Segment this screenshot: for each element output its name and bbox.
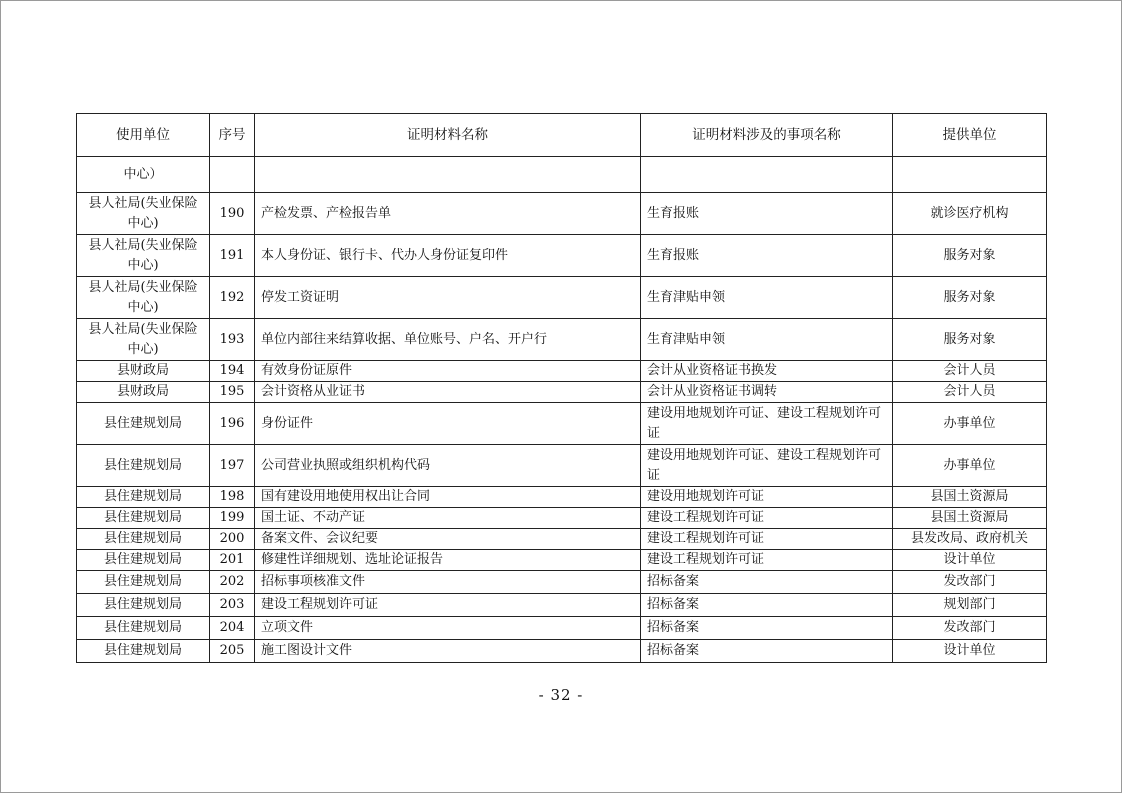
cell-no: 197 [210,445,255,487]
cell-item: 建设工程规划许可证 [641,550,893,571]
cell-no: 194 [210,361,255,382]
cell-provider: 服务对象 [893,277,1047,319]
cell-no: 192 [210,277,255,319]
cell-provider: 办事单位 [893,403,1047,445]
cell-provider: 设计单位 [893,640,1047,663]
cell-unit: 县住建规划局 [77,617,210,640]
cell-unit: 县财政局 [77,382,210,403]
cell-material: 停发工资证明 [255,277,641,319]
cell-provider: 县国土资源局 [893,487,1047,508]
certificate-table [76,113,1047,663]
cell-material: 本人身份证、银行卡、代办人身份证复印件 [255,235,641,277]
table-row [77,529,1047,550]
cell-item: 招标备案 [641,594,893,617]
cell-unit: 县人社局(失业保险中心) [77,319,210,361]
table-row [77,594,1047,617]
cell-no: 203 [210,594,255,617]
cell-provider: 设计单位 [893,550,1047,571]
table-row [77,382,1047,403]
header-provider: 提供单位 [893,114,1047,157]
cell-material: 产检发票、产检报告单 [255,193,641,235]
cell-provider: 发改部门 [893,571,1047,594]
cell-material: 国有建设用地使用权出让合同 [255,487,641,508]
cell-unit: 县住建规划局 [77,529,210,550]
cell-no: 198 [210,487,255,508]
table-row [77,403,1047,445]
cell-material: 身份证件 [255,403,641,445]
cell-item [641,157,893,193]
cell-provider: 就诊医疗机构 [893,193,1047,235]
cell-no: 195 [210,382,255,403]
table-row [77,235,1047,277]
cell-item: 建设用地规划许可证 [641,487,893,508]
cell-unit: 县财政局 [77,361,210,382]
cell-provider: 发改部门 [893,617,1047,640]
table-row [77,277,1047,319]
header-material: 证明材料名称 [255,114,641,157]
cell-item: 招标备案 [641,571,893,594]
table-row [77,193,1047,235]
cell-unit: 县人社局(失业保险中心) [77,193,210,235]
cell-item: 建设用地规划许可证、建设工程规划许可证 [641,403,893,445]
cell-unit: 县人社局(失业保险中心) [77,277,210,319]
cell-no: 202 [210,571,255,594]
cell-item: 建设工程规划许可证 [641,508,893,529]
cell-provider [893,157,1047,193]
cell-unit: 县住建规划局 [77,445,210,487]
cell-item: 生育津贴申领 [641,319,893,361]
table-row [77,640,1047,663]
table-row [77,319,1047,361]
cell-material: 施工图设计文件 [255,640,641,663]
cell-item: 生育报账 [641,235,893,277]
cell-unit: 县住建规划局 [77,550,210,571]
cell-provider: 办事单位 [893,445,1047,487]
cell-unit: 中心） [77,157,210,193]
page-number: - 32 - [538,686,584,704]
cell-unit: 县住建规划局 [77,594,210,617]
cell-no: 199 [210,508,255,529]
cell-provider: 会计人员 [893,382,1047,403]
table-row [77,157,1047,193]
cell-material: 公司营业执照或组织机构代码 [255,445,641,487]
cell-no: 200 [210,529,255,550]
cell-material: 修建性详细规划、选址论证报告 [255,550,641,571]
cell-material: 会计资格从业证书 [255,382,641,403]
cell-material [255,157,641,193]
cell-item: 会计从业资格证书换发 [641,361,893,382]
cell-unit: 县人社局(失业保险中心) [77,235,210,277]
table-row [77,445,1047,487]
cell-material: 招标事项核准文件 [255,571,641,594]
cell-material: 立项文件 [255,617,641,640]
cell-item: 建设工程规划许可证 [641,529,893,550]
cell-item: 生育报账 [641,193,893,235]
cell-item: 建设用地规划许可证、建设工程规划许可证 [641,445,893,487]
header-no: 序号 [210,114,255,157]
cell-no: 204 [210,617,255,640]
cell-provider: 服务对象 [893,235,1047,277]
cell-no: 196 [210,403,255,445]
cell-item: 生育津贴申领 [641,277,893,319]
cell-item: 招标备案 [641,640,893,663]
cell-no: 201 [210,550,255,571]
table-row [77,508,1047,529]
table-row [77,361,1047,382]
cell-material: 建设工程规划许可证 [255,594,641,617]
header-row [77,114,1047,157]
header-unit: 使用单位 [77,114,210,157]
cell-provider: 规划部门 [893,594,1047,617]
cell-no: 205 [210,640,255,663]
cell-item: 会计从业资格证书调转 [641,382,893,403]
cell-unit: 县住建规划局 [77,508,210,529]
cell-provider: 县发改局、政府机关 [893,529,1047,550]
cell-no: 193 [210,319,255,361]
cell-unit: 县住建规划局 [77,640,210,663]
cell-no: 191 [210,235,255,277]
cell-material: 备案文件、会议纪要 [255,529,641,550]
cell-material: 国土证、不动产证 [255,508,641,529]
cell-no [210,157,255,193]
cell-unit: 县住建规划局 [77,571,210,594]
table-row [77,617,1047,640]
cell-material: 有效身份证原件 [255,361,641,382]
cell-unit: 县住建规划局 [77,403,210,445]
cell-item: 招标备案 [641,617,893,640]
cell-provider: 县国土资源局 [893,508,1047,529]
cell-unit: 县住建规划局 [77,487,210,508]
cell-provider: 会计人员 [893,361,1047,382]
header-item: 证明材料涉及的事项名称 [641,114,893,157]
table-row [77,487,1047,508]
cell-material: 单位内部往来结算收据、单位账号、户名、开户行 [255,319,641,361]
cell-no: 190 [210,193,255,235]
table-row [77,550,1047,571]
cell-provider: 服务对象 [893,319,1047,361]
table-row [77,571,1047,594]
